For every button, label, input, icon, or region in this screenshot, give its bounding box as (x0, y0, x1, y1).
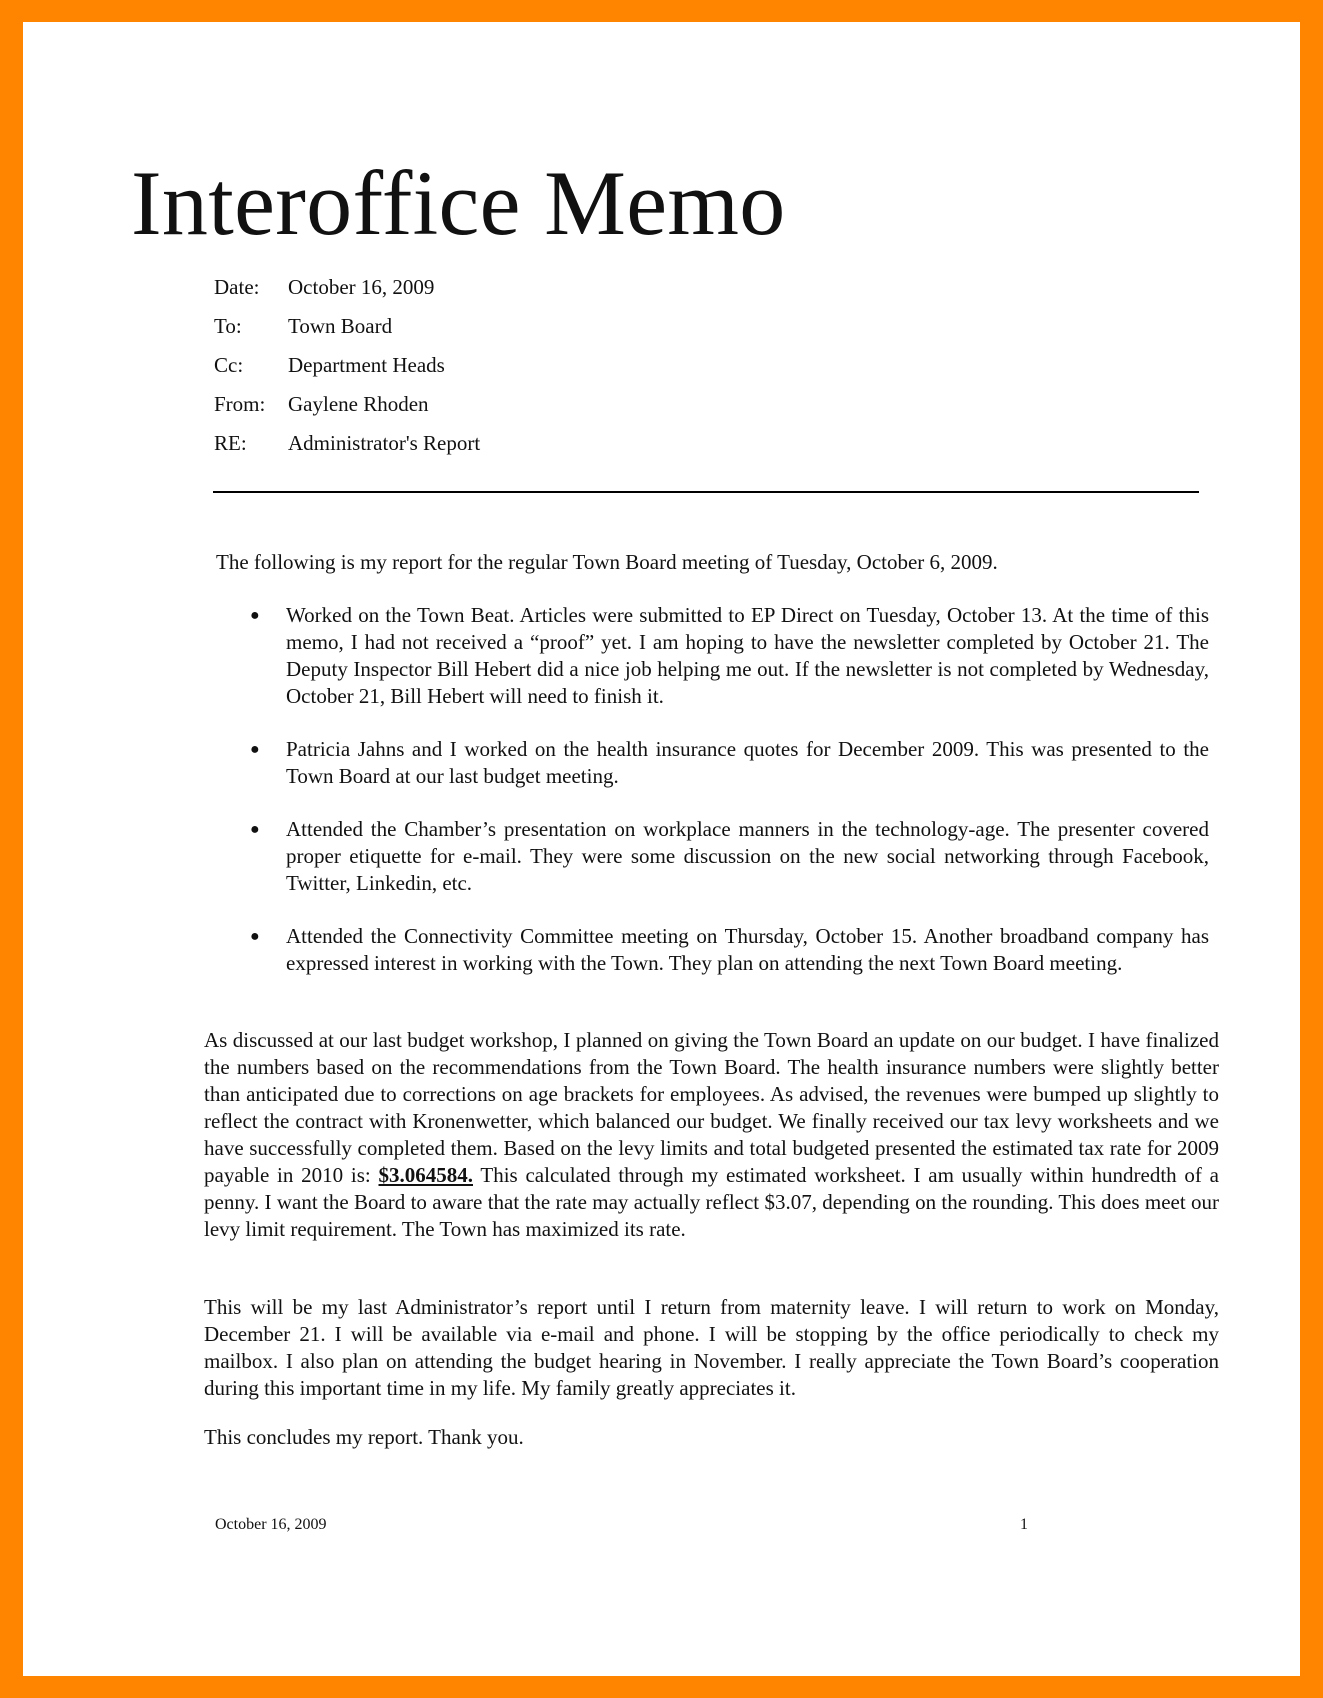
date-value: October 16, 2009 (288, 275, 435, 299)
to-value: Town Board (288, 314, 393, 338)
footer-date: October 16, 2009 (215, 1516, 327, 1533)
list-item-text: Attended the Connectivity Committee meeting on Thursday, October 15. Another broadband company has expressed interest in working with the Town. They plan on attending the next Town Board meeting. (286, 924, 1209, 975)
budget-paragraph (204, 1027, 1219, 1243)
list-item (250, 923, 1209, 977)
list-item (250, 816, 1209, 897)
budget-paragraph-start: As discussed at our last budget workshop, I planned on giving the Town Board an update on our budget. I have finalized the numbers based on the recommendations from the Town Board. The health insurance numbers were slightly better than anticipated due to corrections on age brackets for employees. As advised, the revenues were bumped up slightly to reflect the contract with Kronenwetter, which balanced our budget. We finally received our tax levy worksheets and we have successfully completed them. Based on the levy limits and total budgeted presented the estimated tax rate for 2009 payable in 2010 is: (204, 1028, 1219, 1187)
date-row (214, 275, 480, 314)
page-number: 1 (1020, 1516, 1028, 1533)
memo-page (23, 22, 1300, 1676)
bullet-icon: ● (250, 741, 260, 758)
memo-header (214, 275, 480, 470)
memo-title: Interoffice Memo (131, 152, 786, 254)
to-label: To: (214, 314, 242, 338)
list-item-text: Patricia Jahns and I worked on the health insurance quotes for December 2009. This was presented to the Town Board at our last budget meeting. (286, 737, 1209, 788)
re-value: Administrator's Report (288, 431, 481, 455)
intro-paragraph: The following is my report for the regular Town Board meeting of Tuesday, October 6, 2009. (216, 550, 998, 574)
cc-row (214, 353, 480, 392)
re-row (214, 431, 480, 470)
bullet-icon: ● (250, 928, 260, 945)
leave-paragraph: This will be my last Administrator’s report until I return from maternity leave. I will return to work on Monday, December 21. I will be available via e-mail and phone. I will be stopping by the office periodically to check my mailbox. I also plan on attending the budget hearing in November. I really appreciate the Town Board’s cooperation during this important time in my life. My family greatly appreciates it. (204, 1295, 1219, 1400)
from-value: Gaylene Rhoden (288, 392, 429, 416)
from-label: From: (214, 392, 266, 416)
cc-value: Department Heads (288, 353, 445, 377)
re-label: RE: (214, 431, 247, 455)
list-item-text: Attended the Chamber’s presentation on workplace manners in the technology-age. The presenter covered proper etiquette for e-mail. They were some discussion on the new social networking through Facebook, Twitter, Linkedin, etc. (286, 817, 1209, 895)
to-row (214, 314, 480, 353)
from-row (214, 392, 480, 431)
report-bullet-list (250, 602, 1209, 1003)
list-item (250, 602, 1209, 710)
tax-rate-amount: $3.064584. (378, 1163, 473, 1187)
list-item-text: Worked on the Town Beat. Articles were submitted to EP Direct on Tuesday, October 13. At the time of this memo, I had not received a “proof” yet. I am hoping to have the newsletter completed by October 21. The Deputy Inspector Bill Hebert did a nice job helping me out. If the newsletter is not completed by Wednesday, October 21, Bill Hebert will need to finish it. (286, 603, 1209, 708)
list-item (250, 736, 1209, 790)
bullet-icon: ● (250, 607, 260, 624)
closing-paragraph: This concludes my report. Thank you. (204, 1425, 524, 1449)
cc-label: Cc: (214, 353, 244, 377)
budget-paragraph-end: This calculated through my estimated worksheet. I am usually within hundredth of a penny. I want the Board to aware that the rate may actually reflect $3.07, depending on the rounding. This does meet our levy limit requirement. The Town has maximized its rate. (204, 1163, 1219, 1241)
date-label: Date: (214, 275, 260, 299)
bullet-icon: ● (250, 821, 260, 838)
header-divider (213, 491, 1199, 493)
